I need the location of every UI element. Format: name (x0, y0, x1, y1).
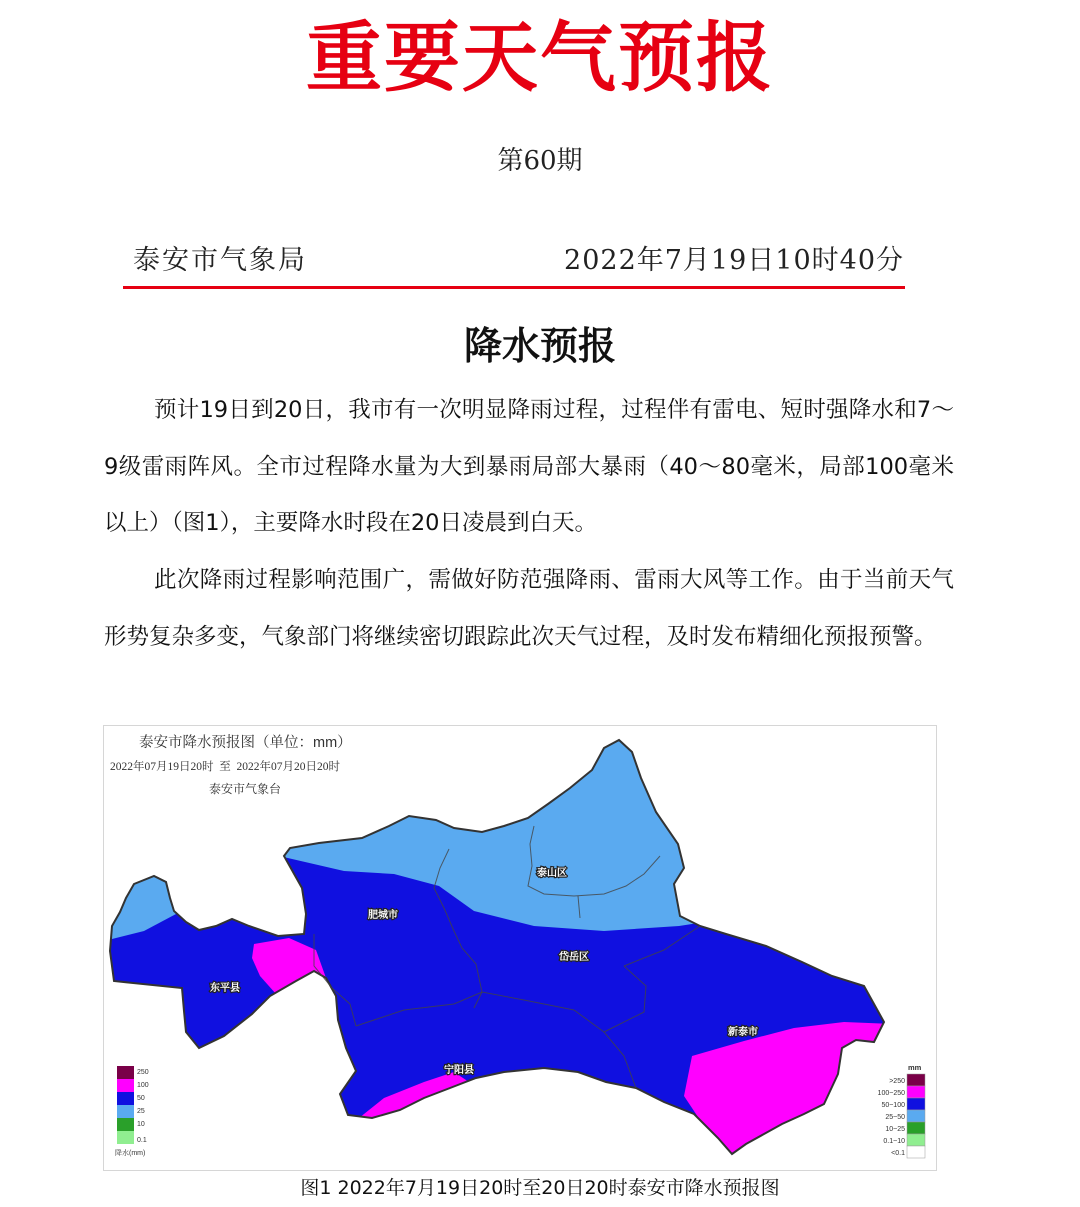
district-label-feicheng: 肥城市 (368, 910, 398, 921)
left-legend (115, 1066, 149, 1157)
banner-title: 重要天气预报 (306, 13, 774, 102)
right-legend-swatch (907, 1074, 925, 1086)
left-legend-swatch (117, 1131, 134, 1144)
left-legend-value: 25 (137, 1108, 145, 1115)
paragraph-advice: 此次降雨过程影响范围广，需做好防范强降雨、雷雨大风等工作。由于当前天气形势复杂多变，气象部门将继续密切跟踪此次天气过程，及时发布精细化预报预警。 (104, 567, 954, 650)
left-legend-swatch (117, 1105, 134, 1118)
figure-caption: 图1 2022年7月19日20时至20日20时泰安市降水预报图 (300, 1177, 780, 1199)
precipitation-map (104, 726, 936, 1170)
right-legend (878, 1063, 925, 1158)
right-legend-range: <0.1 (891, 1150, 905, 1157)
precipitation-map-figure (103, 725, 937, 1171)
district-label-dongping: 东平县 (210, 983, 240, 994)
right-legend-swatch (907, 1110, 925, 1122)
left-legend-value: 50 (137, 1095, 145, 1102)
section-title: 降水预报 (463, 323, 616, 368)
right-legend-range: 0.1~10 (883, 1138, 905, 1145)
right-legend-range: 10~25 (885, 1126, 905, 1133)
district-label-taishan: 泰山区 (537, 868, 567, 879)
left-legend-value: 0.1 (137, 1137, 147, 1144)
map-source: 泰安市气象台 (209, 782, 282, 796)
district-label-ningyang: 宁阳县 (444, 1065, 474, 1076)
right-legend-unit: mm (908, 1063, 922, 1072)
right-legend-swatch (907, 1122, 925, 1134)
right-legend-swatch (907, 1134, 925, 1146)
left-legend-swatch (117, 1079, 134, 1092)
header-divider (123, 286, 905, 289)
district-label-xintai: 新泰市 (728, 1027, 758, 1038)
issue-number: 第60期 (497, 146, 583, 176)
right-legend-swatch (907, 1146, 925, 1158)
issue-time: 2022年7月19日10时40分 (564, 245, 904, 276)
left-legend-swatch (117, 1118, 134, 1131)
right-legend-range: 100~250 (877, 1090, 905, 1097)
left-legend-swatch (117, 1092, 134, 1105)
left-legend-value: 100 (137, 1082, 149, 1089)
right-legend-swatch (907, 1098, 925, 1110)
left-legend-value: 250 (137, 1069, 149, 1076)
right-legend-range: >250 (889, 1078, 905, 1085)
paragraph-forecast: 预计19日到20日，我市有一次明显降雨过程，过程伴有雷电、短时强降水和7～9级雷雨阵风。全市过程降水量为大到暴雨局部大暴雨（40～80毫米，局部100毫米以上）（图1），主要降水时段在20日凌晨到白天。 (104, 397, 954, 536)
right-legend-swatch (907, 1086, 925, 1098)
left-legend-label: 降水(mm) (115, 1150, 146, 1157)
right-legend-range: 25~50 (885, 1114, 905, 1121)
right-legend-range: 50~100 (881, 1102, 905, 1109)
map-period: 2022年07月19日20时 至 2022年07月20日20时 (110, 761, 340, 773)
left-legend-value: 10 (137, 1121, 145, 1128)
issuer-name: 泰安市气象局 (133, 245, 307, 276)
district-label-daiyue: 岱岳区 (559, 952, 589, 963)
left-legend-swatch (117, 1066, 134, 1079)
map-title: 泰安市降水预报图（单位：mm） (139, 735, 352, 751)
